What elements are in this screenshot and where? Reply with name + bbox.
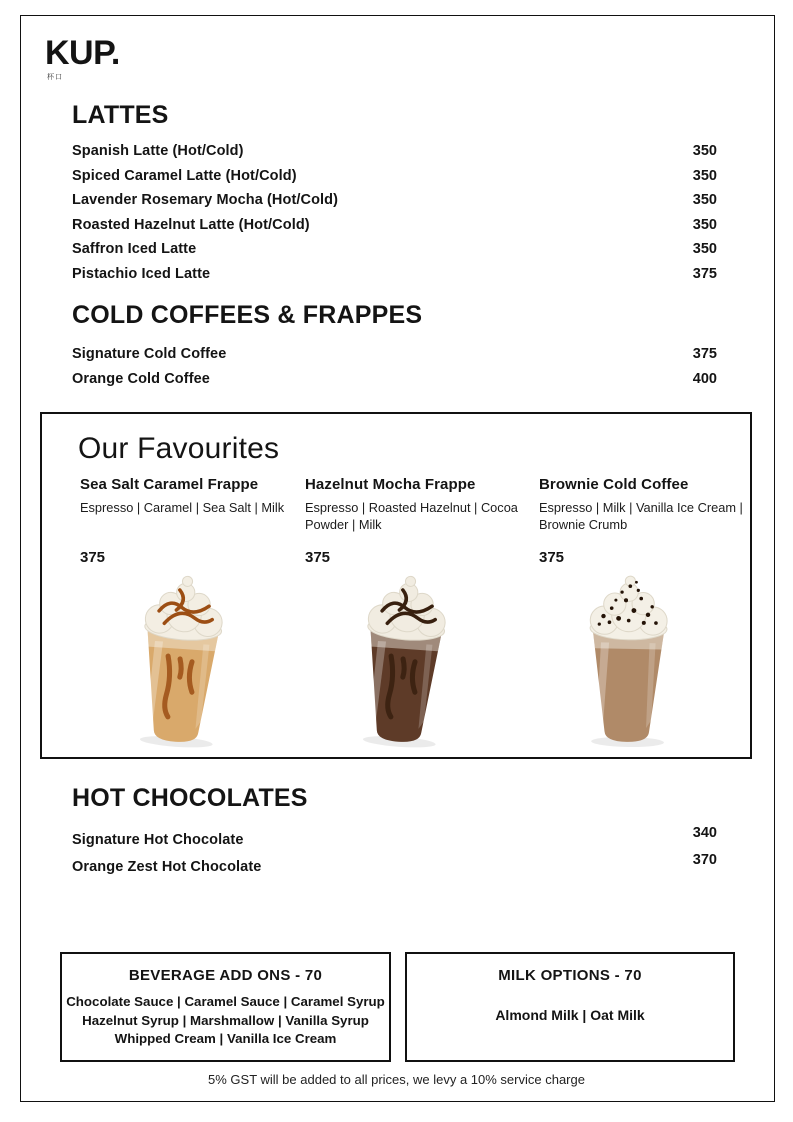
addons-line: Chocolate Sauce | Caramel Sauce | Caramel Syrup <box>66 994 385 1009</box>
favourite-ingredients: Espresso | Milk | Vanilla Ice Cream | Brownie Crumb <box>539 500 743 532</box>
section-heading-lattes: LATTES <box>72 101 169 129</box>
menu-item-name: Saffron Iced Latte <box>72 241 197 258</box>
favourite-drink-image <box>542 570 714 750</box>
section-heading-hot-chocolates: HOT CHOCOLATES <box>72 784 308 812</box>
brand-logo-subtext: 杯口 <box>47 74 63 81</box>
menu-item-name: Orange Zest Hot Chocolate <box>72 859 262 875</box>
hot-chocolates-item-list <box>72 825 717 886</box>
menu-item-price: 340 <box>692 825 717 841</box>
milk-options-lines <box>407 1006 733 1025</box>
addons-lines <box>62 993 389 1049</box>
addons-title: BEVERAGE ADD ONS - 70 <box>128 967 323 984</box>
beverage-addons-box <box>60 952 391 1062</box>
menu-item-name: Lavender Rosemary Mocha (Hot/Cold) <box>72 192 339 209</box>
menu-item-price: 350 <box>692 241 717 258</box>
favourite-price: 375 <box>305 549 331 566</box>
menu-item-row <box>72 241 717 266</box>
favourite-ingredients: Espresso | Caramel | Sea Salt | Milk <box>80 500 285 515</box>
menu-item-name: Roasted Hazelnut Latte (Hot/Cold) <box>72 216 310 233</box>
menu-item-price: 370 <box>692 852 717 868</box>
favourite-card <box>305 476 527 566</box>
menu-item-price: 375 <box>692 265 717 282</box>
addons-line: Whipped Cream | Vanilla Ice Cream <box>114 1031 337 1046</box>
favourite-drink-image <box>95 570 267 750</box>
favourites-title: Our Favourites <box>78 432 280 465</box>
menu-item-row <box>72 217 717 242</box>
favourite-name: Hazelnut Mocha Frappe <box>305 476 476 493</box>
menu-item-price: 350 <box>692 192 717 209</box>
favourite-ingredients: Espresso | Roasted Hazelnut | Cocoa Powder | Milk <box>305 500 518 532</box>
favourite-price: 375 <box>539 549 565 566</box>
menu-item-row <box>72 192 717 217</box>
frappe-glass-icon <box>312 564 496 756</box>
favourite-price: 375 <box>80 549 106 566</box>
menu-item-row <box>72 143 717 168</box>
favourite-name: Brownie Cold Coffee <box>539 476 689 493</box>
menu-item-name: Orange Cold Coffee <box>72 370 210 387</box>
milk-options-box <box>405 952 735 1062</box>
menu-item-name: Signature Cold Coffee <box>72 346 227 362</box>
menu-item-name: Pistachio Iced Latte <box>72 265 211 282</box>
favourite-card <box>80 476 302 566</box>
menu-item-name: Signature Hot Chocolate <box>72 832 244 848</box>
lattes-item-list <box>72 143 717 291</box>
menu-item-row <box>72 346 717 371</box>
frappe-glass-icon <box>89 564 273 756</box>
menu-item-row <box>72 266 717 291</box>
milk-options-line: Almond Milk | Oat Milk <box>495 1007 645 1023</box>
cold-coffees-item-list <box>72 346 717 395</box>
brand-logo: KUP. <box>45 34 120 72</box>
frappe-glass-icon <box>540 569 715 752</box>
menu-item-price: 350 <box>692 216 717 233</box>
menu-item-price: 400 <box>692 370 717 387</box>
favourite-name: Sea Salt Caramel Frappe <box>80 476 259 493</box>
menu-item-row <box>72 168 717 193</box>
menu-item-name: Spiced Caramel Latte (Hot/Cold) <box>72 167 297 184</box>
footer-tax-note: 5% GST will be added to all prices, we levy a 10% service charge <box>208 1072 585 1087</box>
menu-item-price: 375 <box>692 346 717 362</box>
addons-line: Hazelnut Syrup | Marshmallow | Vanilla Syrup <box>82 1012 369 1028</box>
menu-item-price: 350 <box>692 167 717 184</box>
menu-item-row <box>72 825 717 859</box>
section-heading-cold-coffees: COLD COFFEES & FRAPPES <box>72 301 423 329</box>
menu-item-row <box>72 852 717 886</box>
favourite-card <box>539 476 761 566</box>
menu-item-name: Spanish Latte (Hot/Cold) <box>72 143 244 159</box>
menu-item-row <box>72 371 717 396</box>
favourite-drink-image <box>318 570 490 750</box>
menu-item-price: 350 <box>692 143 717 159</box>
milk-options-title: MILK OPTIONS - 70 <box>498 967 642 984</box>
